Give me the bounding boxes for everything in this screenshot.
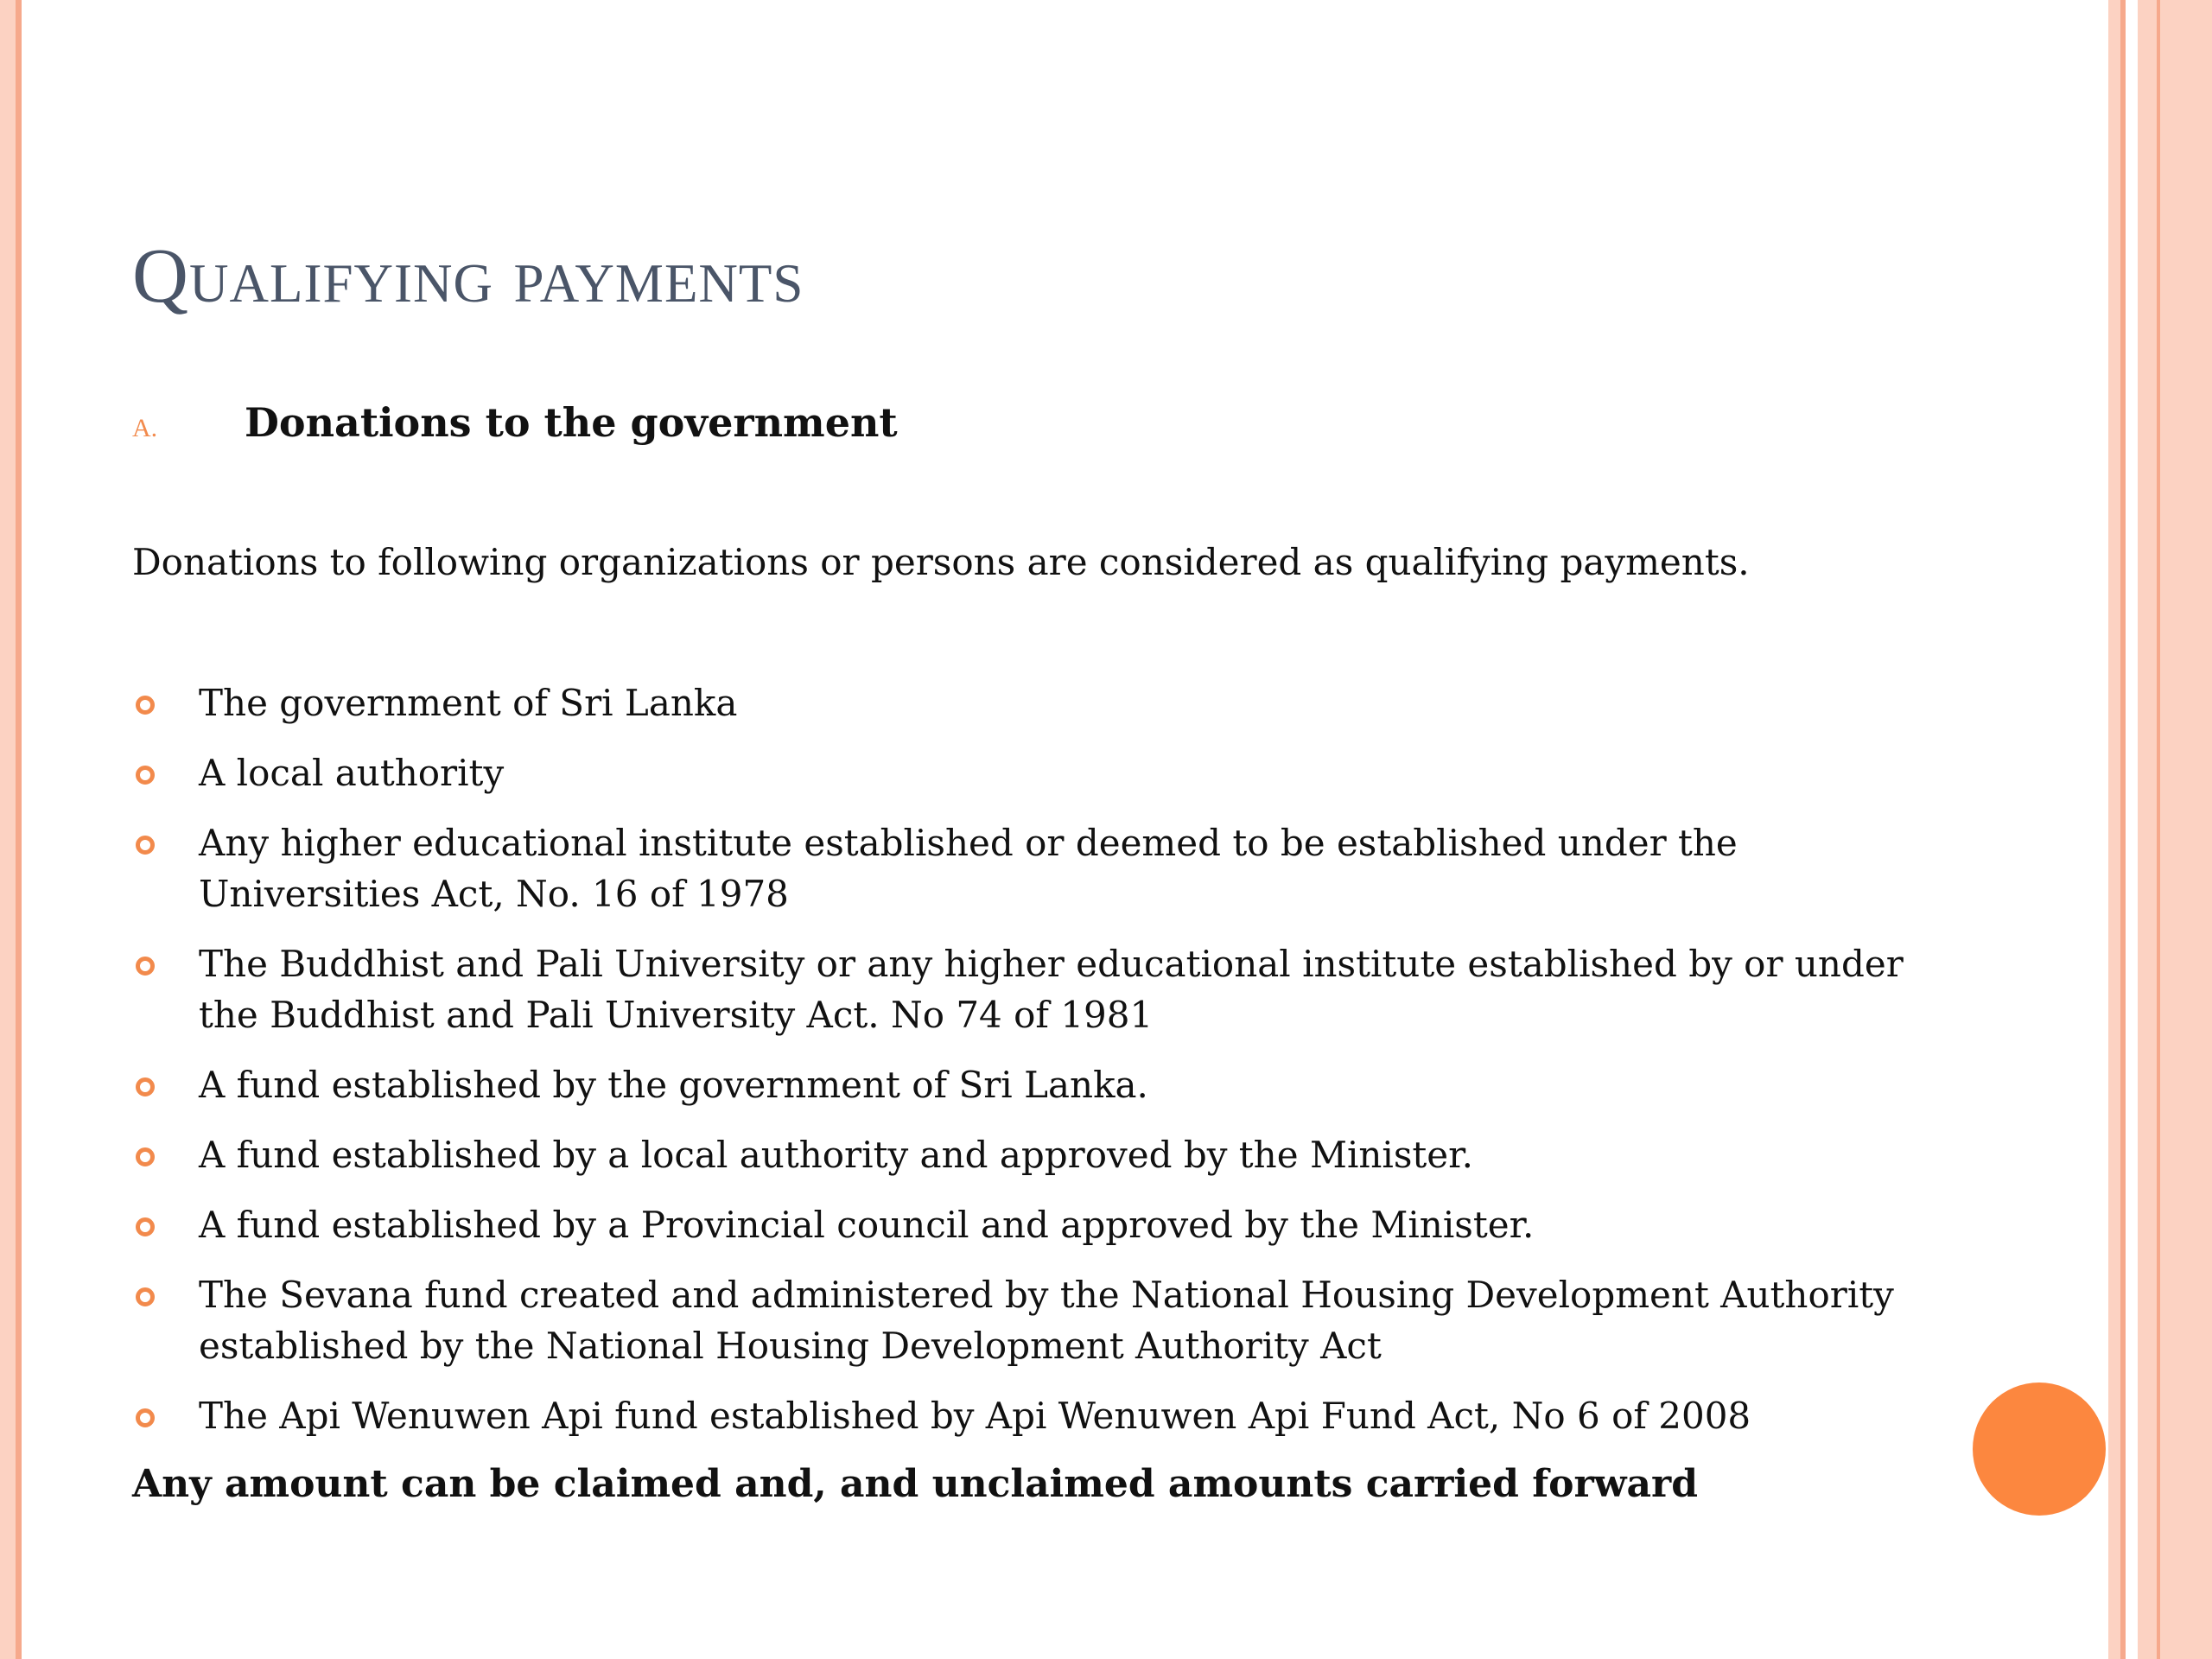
list-item-text: The Api Wenuwen Api fund established by Api Wenuwen Api Fund Act, No 6 of 2008 [199,1395,1751,1437]
right-frame-stripe-2 [2138,0,2157,1659]
list-item-text: The Buddhist and Pali University or any higher educational institute established by or under the Buddhist and Pali University Act. No 74 of 1981 [199,943,1904,1036]
list-item [132,938,1947,1040]
hollow-circle-bullet-icon [136,1408,155,1427]
slide-title: Qualifying payments [132,233,804,319]
right-frame-stripe [2108,0,2120,1659]
hollow-circle-bullet-icon [136,766,155,785]
left-frame-line [16,0,22,1659]
section-heading [132,399,898,446]
hollow-circle-bullet-icon [136,1147,155,1166]
right-frame-gap [2126,0,2138,1659]
list-item [132,747,1947,798]
list-item-text: The government of Sri Lanka [199,682,738,724]
list-item-text: A local authority [199,752,505,794]
section-title: Donations to the government [245,399,898,446]
list-item [132,1269,1947,1371]
hollow-circle-bullet-icon [136,836,155,855]
list-item [132,1059,1947,1110]
list-item [132,1199,1947,1250]
list-item [132,1129,1947,1180]
list-item-text: A fund established by a local authority and approved by the Minister. [199,1134,1473,1176]
footer-note: Any amount can be claimed and, and unclaimed amounts carried forward [132,1462,1698,1506]
hollow-circle-bullet-icon [136,1287,155,1306]
list-item-text: A fund established by the government of Sri Lanka. [199,1064,1148,1106]
list-item [132,1390,1947,1441]
list-item-text: A fund established by a Provincial council and approved by the Minister. [199,1204,1535,1246]
intro-text: Donations to following organizations or persons are considered as qualifying payments. [132,541,1750,583]
hollow-circle-bullet-icon [136,696,155,715]
right-frame-edge [2160,0,2212,1659]
list-item-text: The Sevana fund created and administered by the National Housing Development Authority established by the National Housing Development Authority Act [199,1274,1894,1367]
left-frame-stripe [0,0,16,1659]
list-item [132,817,1947,919]
hollow-circle-bullet-icon [136,957,155,976]
orange-circle-decoration [1973,1382,2106,1516]
section-marker: A. [132,414,158,442]
hollow-circle-bullet-icon [136,1217,155,1236]
list-item [132,677,1947,728]
bullet-list [132,677,1947,1460]
hollow-circle-bullet-icon [136,1077,155,1096]
list-item-text: Any higher educational institute established or deemed to be established under the Universities Act, No. 16 of 1978 [199,822,1738,915]
